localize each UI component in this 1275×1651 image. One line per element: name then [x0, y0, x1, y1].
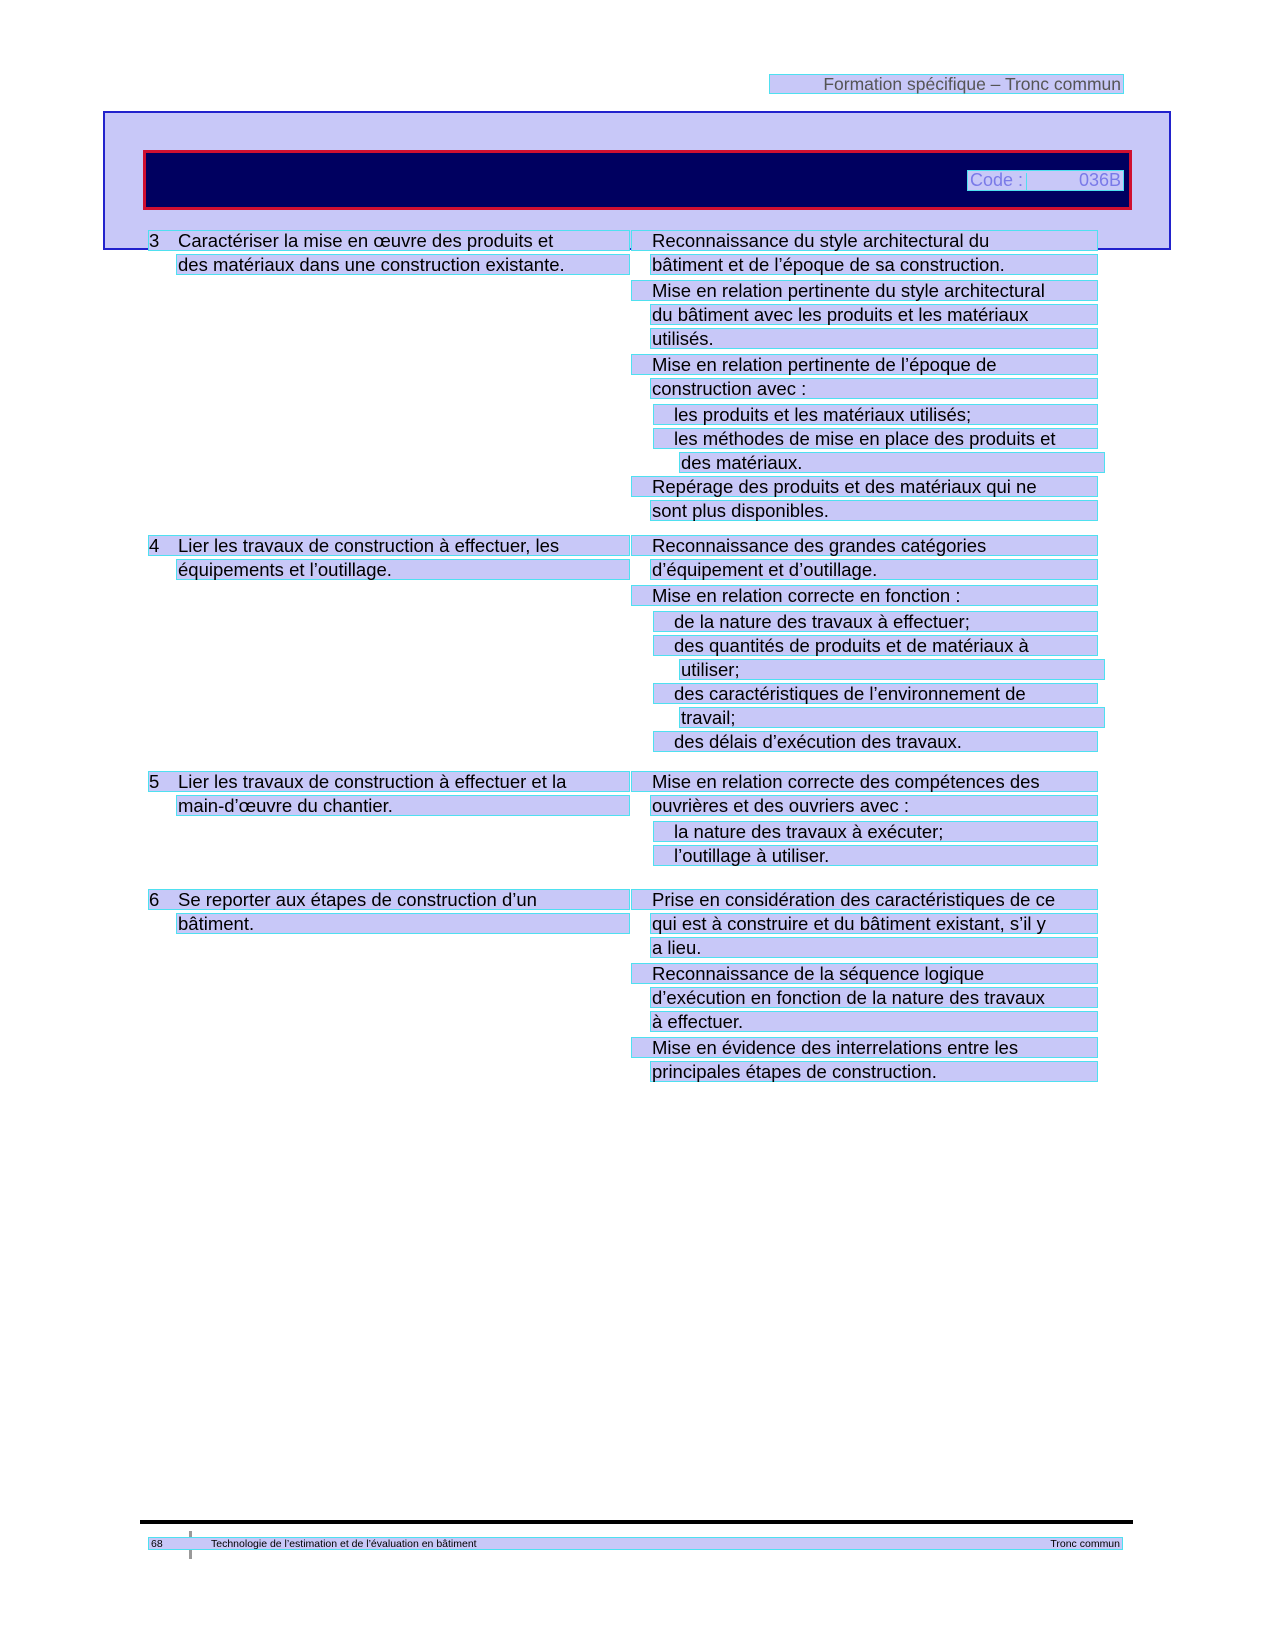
criterion-line: des délais d’exécution des travaux. — [674, 732, 962, 752]
criterion-line: Repérage des produits et des matériaux qui ne — [652, 477, 1037, 497]
criterion-line: des quantités de produits et de matériaux à — [674, 636, 1029, 656]
element-line: équipements et l’outillage. — [178, 560, 392, 580]
element-line: Caractériser la mise en œuvre des produits et — [178, 231, 554, 251]
criterion-line: Mise en relation pertinente du style architectural — [652, 281, 1045, 301]
criterion-line: utiliser; — [681, 660, 740, 680]
element-line: des matériaux dans une construction existante. — [178, 255, 565, 275]
criterion-line: la nature des travaux à exécuter; — [674, 822, 944, 842]
code-value: 036B — [1078, 170, 1121, 190]
criterion-line: Mise en relation pertinente de l’époque de — [652, 355, 997, 375]
criterion-line: Reconnaissance des grandes catégories — [652, 536, 987, 556]
element-line: Se reporter aux étapes de construction d’un — [178, 890, 537, 910]
element-number: 5 — [149, 772, 160, 792]
criterion-line: Mise en relation correcte des compétences des — [652, 772, 1040, 792]
criterion-line: les méthodes de mise en place des produits et — [674, 429, 1056, 449]
criterion-line: d’exécution en fonction de la nature des travaux — [652, 988, 1045, 1008]
running-header: Formation spécifique – Tronc commun — [769, 74, 1124, 94]
code-key: Code : — [970, 170, 1024, 190]
criterion-line: Mise en évidence des interrelations entre les — [652, 1038, 1019, 1058]
footer-rule — [140, 1520, 1133, 1524]
criterion-line: de la nature des travaux à effectuer; — [674, 612, 970, 632]
footer-document-title: Technologie de l’estimation et de l’évaluation en bâtiment — [211, 1538, 477, 1550]
criterion-line: Prise en considération des caractéristiques de ce — [652, 890, 1056, 910]
criterion-line: Reconnaissance de la séquence logique — [652, 964, 985, 984]
element-number: 3 — [149, 231, 160, 251]
criterion-line: utilisés. — [652, 329, 714, 349]
element-line: Lier les travaux de construction à effectuer, les — [178, 536, 560, 556]
footer — [148, 1537, 1123, 1550]
criterion-line: des caractéristiques de l’environnement de — [674, 684, 1026, 704]
criterion-line: principales étapes de construction. — [652, 1062, 937, 1082]
page-number: 68 — [151, 1538, 163, 1550]
criterion-line: travail; — [681, 708, 736, 728]
criterion-line: les produits et les matériaux utilisés; — [674, 405, 972, 425]
criterion-line: du bâtiment avec les produits et les matériaux — [652, 305, 1029, 325]
code-separator — [1026, 173, 1028, 190]
criterion-line: construction avec : — [652, 379, 807, 399]
criterion-line: sont plus disponibles. — [652, 501, 829, 521]
element-line: bâtiment. — [178, 914, 255, 934]
criterion-line: Reconnaissance du style architectural du — [652, 231, 990, 251]
element-number: 4 — [149, 536, 160, 556]
criterion-line: ouvrières et des ouvriers avec : — [652, 796, 910, 816]
criterion-line: a lieu. — [652, 938, 702, 958]
element-number: 6 — [149, 890, 160, 910]
code-label — [967, 170, 1124, 191]
criterion-line: d’équipement et d’outillage. — [652, 560, 878, 580]
criterion-line: l’outillage à utiliser. — [674, 846, 830, 866]
criterion-line: qui est à construire et du bâtiment existant, s’il y — [652, 914, 1046, 934]
element-line: Lier les travaux de construction à effectuer et la — [178, 772, 567, 792]
criterion-line: bâtiment et de l’époque de sa construction. — [652, 255, 1005, 275]
element-line: main-d’œuvre du chantier. — [178, 796, 393, 816]
footer-section: Tronc commun — [1050, 1538, 1120, 1550]
criterion-line: Mise en relation correcte en fonction : — [652, 586, 961, 606]
criterion-line: des matériaux. — [681, 453, 803, 473]
criterion-line: à effectuer. — [652, 1012, 744, 1032]
